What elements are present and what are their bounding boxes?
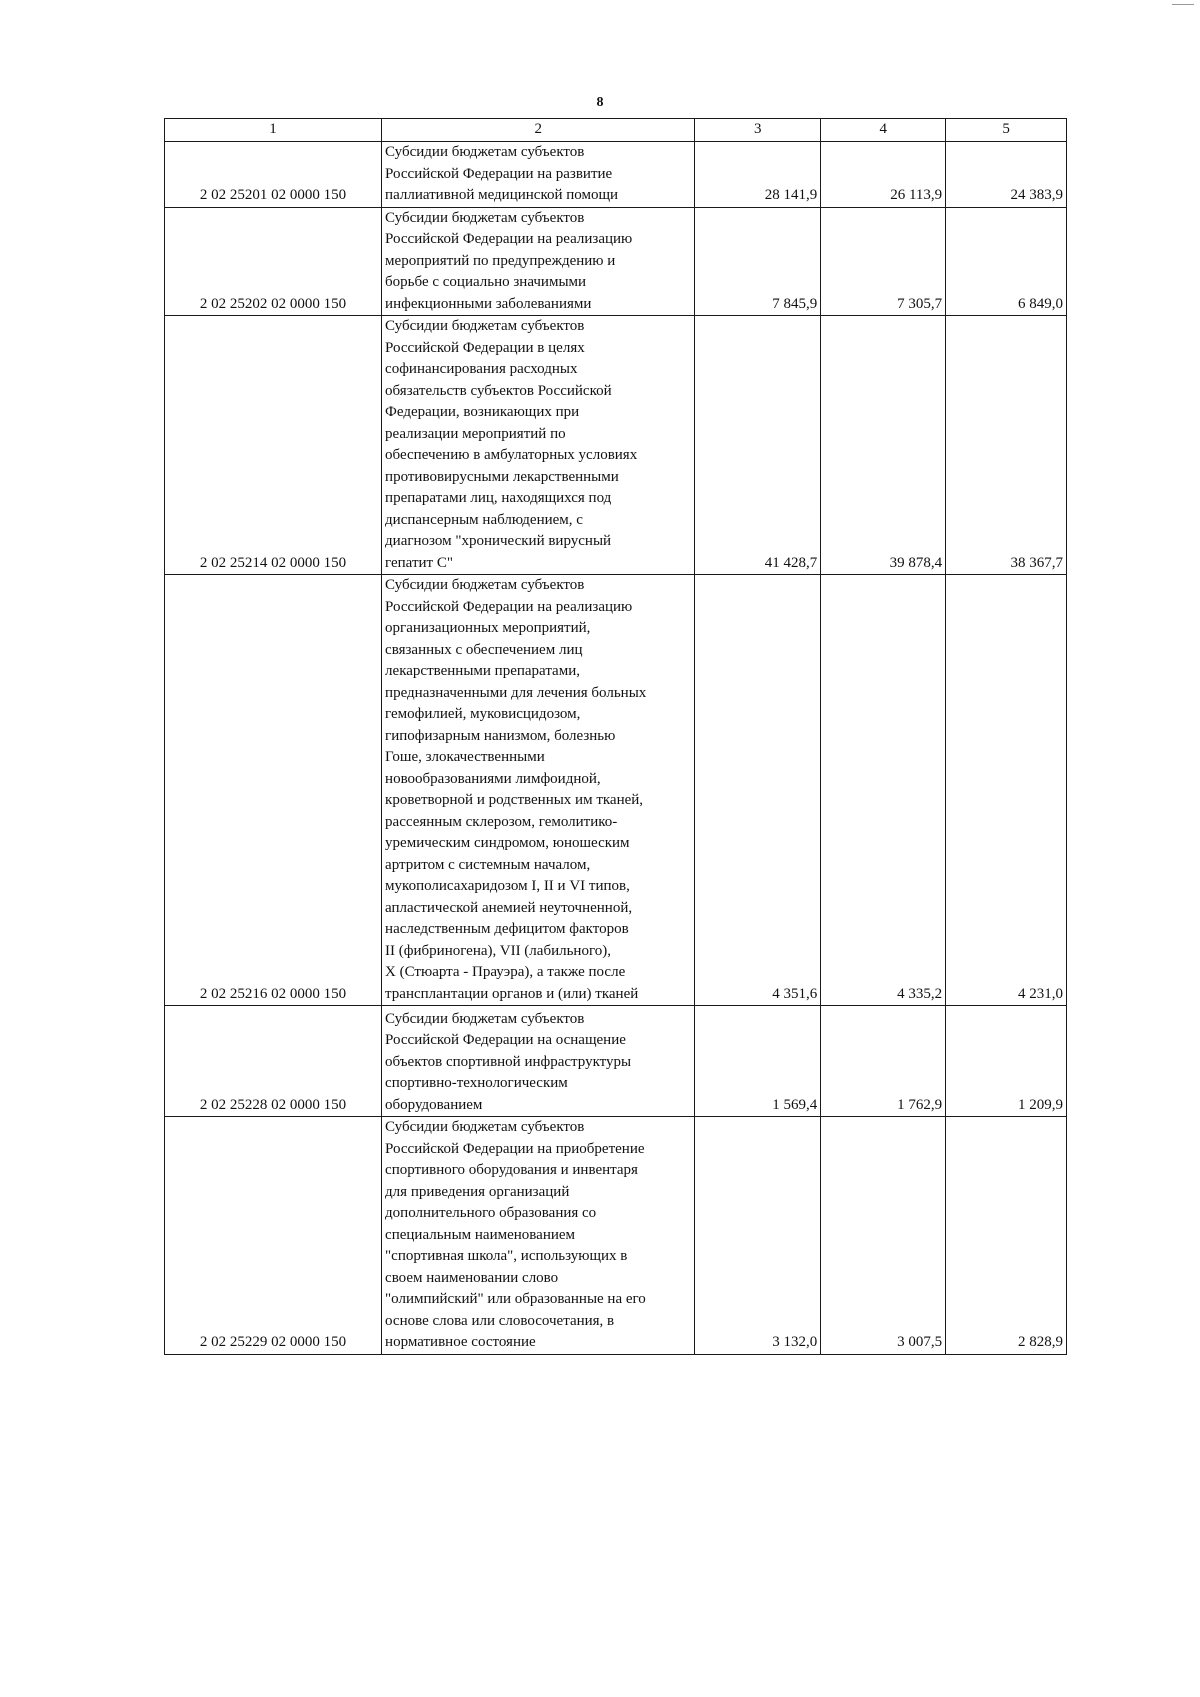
amount-col5-cell: 38 367,7 bbox=[946, 316, 1067, 575]
description-line: диагнозом "хронический вирусный bbox=[385, 533, 612, 549]
budget-code-cell: 2 02 25216 02 0000 150 bbox=[165, 575, 382, 1006]
description-line: софинансирования расходных bbox=[385, 361, 578, 377]
description-line: Российской Федерации на реализацию bbox=[385, 231, 633, 247]
amount-col5-cell: 2 828,9 bbox=[946, 1117, 1067, 1355]
table-row bbox=[165, 207, 1067, 316]
table-row bbox=[165, 1117, 1067, 1355]
amount-col4-cell: 39 878,4 bbox=[821, 316, 946, 575]
description-line: борьбе с социально значимыми bbox=[385, 274, 587, 290]
description-line: реализации мероприятий по bbox=[385, 425, 566, 442]
description-line: II (фибриногена), VII (лабильного), bbox=[385, 942, 611, 959]
description-line: Субсидии бюджетам субъектов bbox=[385, 144, 585, 160]
description-line: Субсидии бюджетам субъектов bbox=[385, 1010, 585, 1027]
description-line: организационных мероприятий, bbox=[385, 620, 591, 636]
description-line: уремическим синдромом, юношеским bbox=[385, 835, 630, 851]
header-col-5: 5 bbox=[946, 119, 1067, 142]
description-line: связанных с обеспечением лиц bbox=[385, 641, 583, 658]
description-line: нормативное состояние bbox=[385, 1334, 536, 1350]
amount-col4-cell: 7 305,7 bbox=[821, 207, 946, 316]
description-line: противовирусными лекарственными bbox=[385, 468, 619, 485]
amount-col3-cell: 28 141,9 bbox=[695, 141, 821, 207]
description-line: "олимпийский" или образованные на его bbox=[385, 1291, 646, 1307]
description-line: X (Стюарта - Прауэра), а также после bbox=[385, 964, 626, 980]
amount-col5-cell: 6 849,0 bbox=[946, 207, 1067, 316]
budget-code-cell: 2 02 25228 02 0000 150 bbox=[165, 1006, 382, 1117]
table-row bbox=[165, 316, 1067, 575]
table-body bbox=[165, 141, 1067, 1354]
description-line: кроветворной и родственных им тканей, bbox=[385, 792, 644, 808]
header-col-2: 2 bbox=[382, 119, 695, 142]
description-line: предназначенными для лечения больных bbox=[385, 684, 647, 701]
description-line: инфекционными заболеваниями bbox=[385, 295, 592, 312]
description-line: Субсидии бюджетам субъектов bbox=[385, 577, 585, 593]
budget-code-cell: 2 02 25201 02 0000 150 bbox=[165, 141, 382, 207]
description-line: гемофилией, муковисцидозом, bbox=[385, 706, 581, 722]
description-line: Российской Федерации на оснащение bbox=[385, 1032, 626, 1048]
description-line: оборудованием bbox=[385, 1096, 483, 1113]
description-line: гипофизарным нанизмом, болезнью bbox=[385, 727, 616, 744]
description-line: для приведения организаций bbox=[385, 1183, 570, 1200]
amount-col5-cell: 24 383,9 bbox=[946, 141, 1067, 207]
description-line: Субсидии бюджетам субъектов bbox=[385, 1119, 585, 1135]
budget-code-cell: 2 02 25202 02 0000 150 bbox=[165, 207, 382, 316]
header-row bbox=[165, 119, 1067, 142]
scan-corner-mark bbox=[1172, 0, 1194, 5]
budget-code-cell: 2 02 25214 02 0000 150 bbox=[165, 316, 382, 575]
description-line: дополнительного образования со bbox=[385, 1205, 597, 1221]
amount-col3-cell: 7 845,9 bbox=[695, 207, 821, 316]
budget-table bbox=[164, 118, 1067, 1355]
description-line: Российской Федерации на приобретение bbox=[385, 1140, 645, 1157]
description-line: Субсидии бюджетам субъектов bbox=[385, 209, 585, 226]
description-cell bbox=[382, 141, 695, 207]
description-line: спортивного оборудования и инвентаря bbox=[385, 1162, 638, 1178]
amount-col4-cell: 4 335,2 bbox=[821, 575, 946, 1006]
table-row bbox=[165, 141, 1067, 207]
description-line: рассеянным склерозом, гемолитико- bbox=[385, 813, 618, 830]
amount-col4-cell: 1 762,9 bbox=[821, 1006, 946, 1117]
amount-col5-cell: 4 231,0 bbox=[946, 575, 1067, 1006]
header-col-4: 4 bbox=[821, 119, 946, 142]
amount-col4-cell: 3 007,5 bbox=[821, 1117, 946, 1355]
description-line: артритом с системным началом, bbox=[385, 856, 591, 873]
budget-code-cell: 2 02 25229 02 0000 150 bbox=[165, 1117, 382, 1355]
amount-col4-cell: 26 113,9 bbox=[821, 141, 946, 207]
header-col-3: 3 bbox=[695, 119, 821, 142]
description-line: трансплантации органов и (или) тканей bbox=[385, 985, 639, 1002]
amount-col3-cell: 4 351,6 bbox=[695, 575, 821, 1006]
description-line: обязательств субъектов Российской bbox=[385, 382, 612, 399]
description-line: Российской Федерации на реализацию bbox=[385, 598, 633, 615]
description-line: апластической анемией неуточненной, bbox=[385, 899, 633, 916]
amount-col5-cell: 1 209,9 bbox=[946, 1006, 1067, 1117]
amount-col3-cell: 41 428,7 bbox=[695, 316, 821, 575]
description-line: спортивно-технологическим bbox=[385, 1075, 568, 1091]
description-line: гепатит С" bbox=[385, 554, 453, 571]
description-cell bbox=[382, 1117, 695, 1355]
table-row bbox=[165, 575, 1067, 1006]
description-line: своем наименовании слово bbox=[385, 1269, 559, 1286]
description-line: Субсидии бюджетам субъектов bbox=[385, 318, 585, 334]
description-line: Федерации, возникающих при bbox=[385, 404, 580, 420]
description-line: обеспечению в амбулаторных условиях bbox=[385, 447, 638, 463]
description-line: мукополисахаридозом I, II и VI типов, bbox=[385, 878, 630, 894]
description-line: препаратами лиц, находящихся под bbox=[385, 490, 612, 506]
description-line: мероприятий по предупреждению и bbox=[385, 252, 616, 269]
description-line: диспансерным наблюдением, с bbox=[385, 511, 583, 528]
description-line: лекарственными препаратами, bbox=[385, 663, 580, 679]
page-number: 8 bbox=[596, 95, 604, 110]
description-line: Гоше, злокачественными bbox=[385, 749, 545, 765]
description-line: специальным наименованием bbox=[385, 1226, 576, 1243]
amount-col3-cell: 1 569,4 bbox=[695, 1006, 821, 1117]
amount-col3-cell: 3 132,0 bbox=[695, 1117, 821, 1355]
description-line: объектов спортивной инфраструктуры bbox=[385, 1053, 632, 1070]
description-line: паллиативной медицинской помощи bbox=[385, 187, 619, 203]
header-col-1: 1 bbox=[165, 119, 382, 142]
description-cell bbox=[382, 1006, 695, 1117]
description-line: Российской Федерации в целях bbox=[385, 339, 585, 356]
description-cell bbox=[382, 575, 695, 1006]
description-line: основе слова или словосочетания, в bbox=[385, 1312, 615, 1329]
description-cell bbox=[382, 207, 695, 316]
description-line: новообразованиями лимфоидной, bbox=[385, 770, 601, 787]
description-cell bbox=[382, 316, 695, 575]
description-line: "спортивная школа", использующих в bbox=[385, 1248, 628, 1264]
table-row bbox=[165, 1006, 1067, 1117]
description-line: наследственным дефицитом факторов bbox=[385, 921, 629, 937]
description-line: Российской Федерации на развитие bbox=[385, 165, 613, 182]
